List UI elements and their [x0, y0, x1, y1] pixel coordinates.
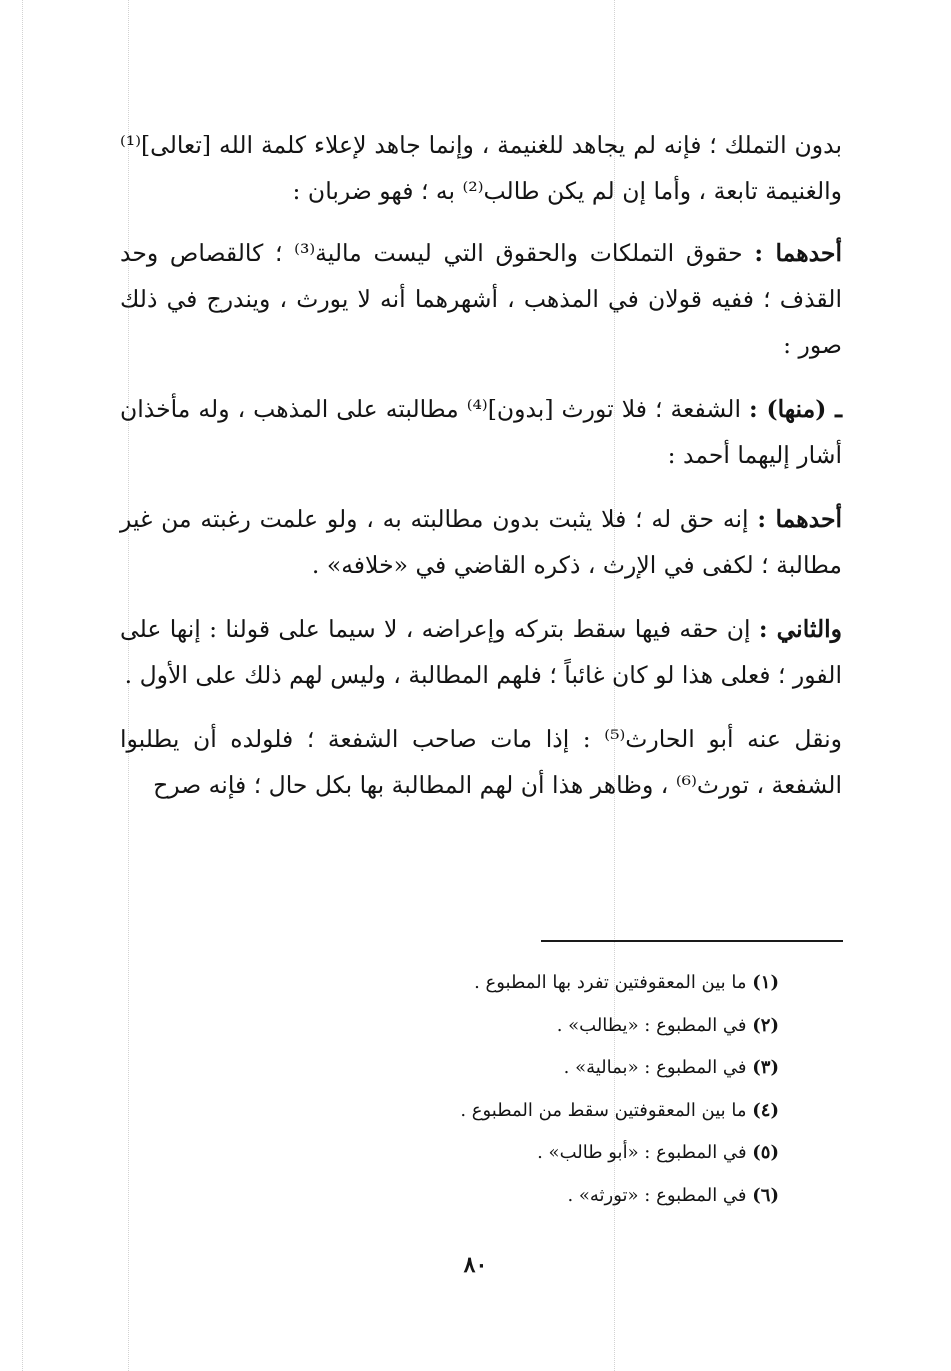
- footnote-2: [279, 1005, 779, 1048]
- page-number: ٨٠: [463, 1252, 488, 1278]
- paragraph-text: الشفعة ؛ فلا تورث [بدون]⁽⁴⁾ مطالبته على المذهب ، وله مأخذان أشار إليهما أحمد :: [120, 395, 842, 469]
- footnote-text: ما بين المعقوفتين تفرد بها المطبوع .: [474, 972, 753, 993]
- paragraph-text: بدون التملك ؛ فإنه لم يجاهد للغنيمة ، وإنما جاهد لإعلاء كلمة الله [تعالى]⁽¹⁾ والغنيمة تابعة ، وأما إن لم يكن طالب⁽²⁾ به ؛ فهو ضربان :: [120, 131, 842, 205]
- footnote-3: [279, 1047, 779, 1090]
- paragraph-text: ونقل عنه أبو الحارث⁽⁵⁾ : إذا مات صاحب الشفعة ؛ فلولده أن يطلبوا الشفعة ، تورث⁽⁶⁾ ، وظاهر هذا أن لهم المطالبة بها بكل حال ؛ فإنه صرح: [120, 725, 842, 799]
- paragraph-5: [120, 606, 842, 698]
- footnote-number: (٦): [752, 1184, 779, 1206]
- scan-guide-line: [22, 0, 23, 1371]
- footnote-separator: [541, 940, 843, 942]
- footnote-text: في المطبوع : «أبو طالب» .: [537, 1142, 753, 1164]
- paragraph-4: [120, 496, 842, 588]
- footnote-6: [279, 1175, 779, 1218]
- paragraph-text: إن حقه فيها سقط بتركه وإعراضه ، لا سيما على قولنا : إنها على الفور ؛ فعلى هذا لو كان غائباً ؛ فلهم المطالبة ، وليس لهم ذلك على الأول .: [120, 615, 842, 689]
- paragraph-1: [120, 122, 842, 214]
- paragraph-text: إنه حق له ؛ فلا يثبت بدون مطالبته به ، ولو علمت رغبته من غير مطالبة ؛ لكفى في الإرث ، ذكره القاضي في «خلافه» .: [120, 505, 842, 579]
- footnote-text: في المطبوع : «تورثه» .: [567, 1184, 753, 1206]
- paragraph-lead: أحدهما :: [754, 239, 842, 267]
- footnotes: [279, 962, 779, 1218]
- footnote-5: [279, 1132, 779, 1175]
- footnote-text: ما بين المعقوفتين سقط من المطبوع .: [460, 1099, 753, 1121]
- footnote-number: (١): [752, 972, 779, 993]
- paragraph-lead: أحدهما :: [757, 505, 843, 533]
- paragraph-lead: ـ (منها) :: [749, 395, 842, 423]
- footnote-4: [279, 1090, 779, 1133]
- footnote-number: (٢): [752, 1014, 779, 1036]
- main-text: [120, 122, 842, 826]
- paragraph-lead: والثاني :: [758, 615, 842, 643]
- footnote-text: في المطبوع : «يطالب» .: [556, 1014, 753, 1036]
- paragraph-2: [120, 230, 842, 368]
- footnote-number: (٤): [752, 1099, 779, 1121]
- paragraph-3: [120, 386, 842, 478]
- paragraph-text: حقوق التملكات والحقوق التي ليست مالية⁽³⁾ ؛ كالقصاص وحد القذف ؛ ففيه قولان في المذهب ، أشهرهما أنه لا يورث ، ويندرج في ذلك صور :: [120, 239, 842, 359]
- footnote-1: [279, 962, 779, 1005]
- footnote-number: (٣): [752, 1057, 779, 1079]
- footnote-text: في المطبوع : «بمالية» .: [563, 1057, 753, 1079]
- footnote-number: (٥): [752, 1142, 779, 1164]
- paragraph-6: [120, 716, 842, 808]
